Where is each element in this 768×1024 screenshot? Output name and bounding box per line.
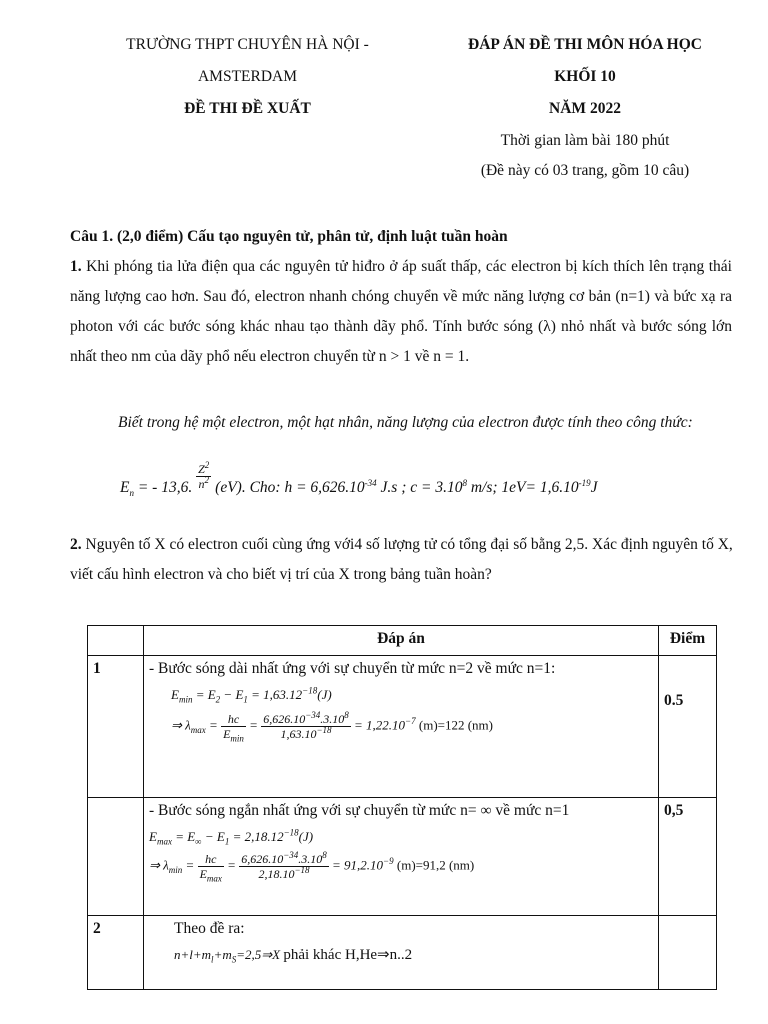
answer-table (87, 625, 717, 990)
energy-formula (120, 460, 740, 503)
joule-unit: J (590, 479, 598, 497)
question-part1 (70, 252, 732, 372)
header-score: Điểm (659, 626, 717, 656)
row2-blank-cell (88, 798, 144, 916)
light-speed: J.s ; c = 3.10 (376, 479, 463, 497)
row3-score-cell (659, 916, 717, 990)
table-header-row (88, 626, 717, 656)
grade-label: KHỐI 10 (554, 68, 616, 85)
planck-exp: -34 (364, 477, 377, 488)
row-number: 2 (88, 916, 144, 990)
given-text: Biết trong hệ một electron, một hạt nhân, năng lượng của electron được tính theo công thức: (118, 414, 693, 431)
row2-score: 0,5 (659, 798, 717, 916)
row-content (144, 798, 659, 916)
row-number: 1 (88, 656, 144, 798)
part2-number: 2. (70, 536, 82, 553)
row3-equation: $n+l+m_l+m_S=2,5\Rightarrow X$ phải khác H,He⇒n..2 (174, 947, 413, 965)
formula-constant: = - 13,6. (137, 479, 193, 497)
part1-text: Khi phóng tia lửa điện qua các nguyên tử hiđro ở áp suất thấp, các electron bị kích thích lên trạng thái năng lượng cao hơn. Sau đó, electron nhanh chóng chuyển về mức năng lượng cơ bản (n=1) và bức xạ ra photon với các bước sóng khác nhau tạo thành dãy phổ. Tính bước sóng (λ) nhỏ nhất và bước sóng lớn nhất theo nm của dãy phổ nếu electron chuyển từ n > 1 về n = 1. (70, 258, 732, 365)
formula-e-sub: n (129, 488, 134, 499)
fraction-denominator: n (198, 477, 205, 491)
fraction-numerator: Z (198, 462, 205, 476)
part2-text: Nguyên tố X có electron cuối cùng ứng với4 số lượng tử có tổng đại số bằng 2,5. Xác định nguyên tố X, viết cấu hình electron và cho biết vị trí của X trong bảng tuần hoàn? (70, 536, 733, 583)
numerator-exp: 2 (204, 460, 210, 470)
time-label: Thời gian làm bài 180 phút (500, 132, 670, 149)
row1-text: - Bước sóng dài nhất ứng với sự chuyển từ mức n=2 về mức n=1: (149, 660, 556, 677)
row1-score: 0.5 (659, 656, 717, 798)
row2-equation-1: $E_{max} = E_\infty - E_1 = 2,18.12^{-18}(J)$ (149, 827, 314, 847)
planck-constant: (eV). Cho: h = 6,626.10 (215, 479, 365, 497)
school-name-line1: TRƯỜNG THPT CHUYÊN HÀ NỘI - (126, 36, 369, 53)
row3-text: Theo đề ra: (174, 920, 245, 937)
school-name-line2: AMSTERDAM (197, 68, 298, 85)
header-answer: Đáp án (144, 626, 659, 656)
row2-text: - Bước sóng ngắn nhất ứng với sự chuyển từ mức n= ∞ về mức n=1 (149, 802, 570, 819)
exam-type: ĐỀ THI ĐỀ XUẤT (184, 100, 311, 117)
question-heading: Câu 1. (2,0 điểm) Cấu tạo nguyên tử, phân tử, định luật tuần hoàn (70, 228, 508, 245)
row-content (144, 916, 659, 990)
document-title: ĐÁP ÁN ĐỀ THI MÔN HÓA HỌC (468, 36, 702, 53)
row1-equation-1: $E_{min} = E_2 - E_1 = 1,63.12^{-18}(J)$ (171, 685, 332, 705)
row-content (144, 656, 659, 798)
table-row (88, 656, 717, 798)
formula-e: E (120, 479, 130, 497)
table-row (88, 798, 717, 916)
row1-equation-2: ⇒ $\lambda_{max}$ = $\frac{hc}{E_{min}}$ = $\frac{6,626.10^{-34}.3.10^8}{1,63.10^{-18}}$ = $1,22.10^{-7}$ (m)=122 (nm) (171, 710, 493, 744)
year-label: NĂM 2022 (549, 100, 621, 117)
formula-fraction (196, 462, 211, 491)
ev-conversion: m/s; 1eV= 1,6.10 (466, 479, 579, 497)
table-row (88, 916, 717, 990)
pages-note: (Đề này có 03 trang, gồm 10 câu) (480, 162, 690, 179)
header-blank-cell (88, 626, 144, 656)
part1-number: 1. (70, 258, 82, 275)
ev-exp: -19 (578, 477, 591, 488)
question-part2 (70, 530, 735, 590)
light-speed-exp: 8 (462, 477, 467, 488)
denominator-exp: 2 (204, 475, 209, 485)
row2-equation-2: ⇒ $\lambda_{min}$ = $\frac{hc}{E_{max}}$ = $\frac{6,626.10^{-34}.3.10^8}{2,18.10^{-18}}$ = $91,2.10^{-9}$ (m)=91,2 (nm) (149, 850, 475, 884)
